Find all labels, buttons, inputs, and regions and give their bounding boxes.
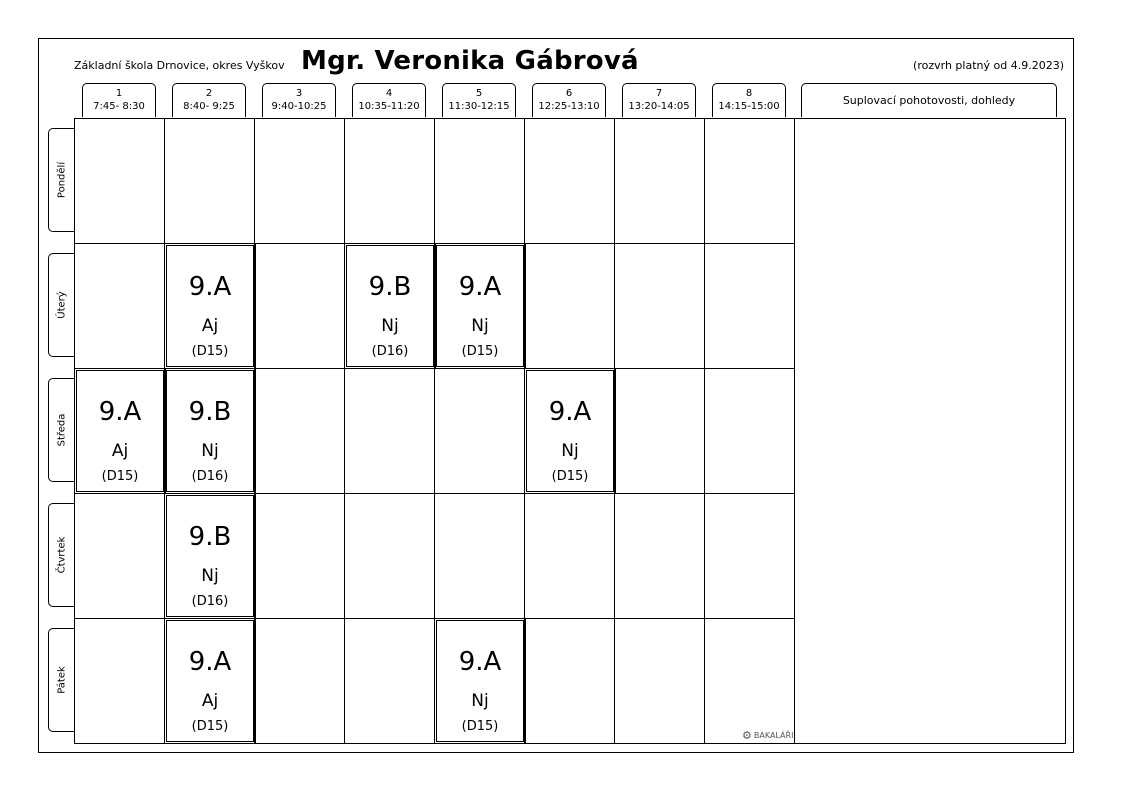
day-header xyxy=(48,378,74,482)
grid-row-line xyxy=(74,368,795,369)
lesson-room: (D15) xyxy=(191,344,229,359)
lesson-subject: Nj xyxy=(471,316,489,336)
period-header-5 xyxy=(442,83,516,117)
lesson-class: 9.A xyxy=(548,397,592,427)
lesson-subject: Aj xyxy=(201,316,219,336)
lesson-class: 9.A xyxy=(458,272,502,302)
lesson-class: 9.B xyxy=(368,272,412,302)
period-time: 13:20-14:05 xyxy=(628,101,690,112)
period-time: 14:15-15:00 xyxy=(718,101,780,112)
lesson-room: (D15) xyxy=(461,719,499,734)
validity-note: (rozvrh platný od 4.9.2023) xyxy=(913,59,1064,72)
lesson-class: 9.A xyxy=(98,397,142,427)
period-header-4 xyxy=(352,83,426,117)
teacher-name: Mgr. Veronika Gábrová xyxy=(301,46,639,76)
lesson-card[interactable] xyxy=(436,620,524,742)
period-header-3 xyxy=(262,83,336,117)
lesson-class: 9.B xyxy=(188,397,232,427)
lesson-subject: Aj xyxy=(201,691,219,711)
lesson-class: 9.A xyxy=(458,647,502,677)
lesson-subject: Nj xyxy=(471,691,489,711)
period-time: 12:25-13:10 xyxy=(538,101,600,112)
lesson-card[interactable] xyxy=(166,495,254,617)
day-header xyxy=(48,628,74,732)
period-number: 4 xyxy=(385,88,393,99)
lesson-card[interactable] xyxy=(526,370,614,492)
lesson-room: (D15) xyxy=(551,469,589,484)
day-label: Středa xyxy=(56,413,67,447)
lesson-card[interactable] xyxy=(166,370,254,492)
lesson-subject: Nj xyxy=(201,566,219,586)
period-time: 7:45- 8:30 xyxy=(93,101,145,112)
grid-column-line xyxy=(614,118,615,744)
period-header-6 xyxy=(532,83,606,117)
lesson-class: 9.B xyxy=(188,522,232,552)
grid-column-line xyxy=(434,118,435,744)
lesson-card[interactable] xyxy=(346,245,434,367)
grid-column-line xyxy=(794,118,795,744)
lesson-room: (D15) xyxy=(191,719,229,734)
period-time: 9:40-10:25 xyxy=(271,101,327,112)
lesson-room: (D16) xyxy=(371,344,409,359)
bakalari-logo xyxy=(742,729,793,742)
day-label: Pátek xyxy=(56,666,67,694)
period-number: 3 xyxy=(295,88,303,99)
lesson-class: 9.A xyxy=(188,272,232,302)
lesson-card[interactable] xyxy=(166,245,254,367)
period-header-8 xyxy=(712,83,786,117)
day-header xyxy=(48,503,74,607)
grid-column-line xyxy=(704,118,705,744)
lesson-subject: Nj xyxy=(561,441,579,461)
grid-column-line xyxy=(254,118,255,744)
lesson-room: (D16) xyxy=(191,594,229,609)
lesson-subject: Nj xyxy=(201,441,219,461)
day-label: Čtvrtek xyxy=(56,536,67,574)
lesson-subject: Aj xyxy=(111,441,129,461)
grid-column-line xyxy=(524,118,525,744)
period-number: 1 xyxy=(115,88,123,99)
day-label: Úterý xyxy=(56,291,67,319)
period-time: 10:35-11:20 xyxy=(358,101,420,112)
lesson-class: 9.A xyxy=(188,647,232,677)
grid-column-line xyxy=(164,118,165,744)
lesson-room: (D15) xyxy=(101,469,139,484)
grid-row-line xyxy=(74,243,795,244)
period-time: 8:40- 9:25 xyxy=(183,101,235,112)
period-header-2 xyxy=(172,83,246,117)
grid-row-line xyxy=(74,493,795,494)
period-number: 7 xyxy=(655,88,663,99)
lesson-subject: Nj xyxy=(381,316,399,336)
logo-text: BAKALÁŘI xyxy=(753,731,794,740)
lesson-room: (D16) xyxy=(191,469,229,484)
lesson-card[interactable] xyxy=(436,245,524,367)
extra-column-header: Suplovací pohotovosti, dohledy xyxy=(801,83,1057,117)
period-number: 5 xyxy=(475,88,483,99)
day-label: Pondělí xyxy=(56,161,67,199)
period-header-7 xyxy=(622,83,696,117)
gear-icon: ⚙ xyxy=(742,729,752,742)
grid-column-line xyxy=(344,118,345,744)
lesson-card[interactable] xyxy=(76,370,164,492)
lesson-room: (D15) xyxy=(461,344,499,359)
lesson-card[interactable] xyxy=(166,620,254,742)
day-header xyxy=(48,128,74,232)
school-name: Základní škola Drnovice, okres Vyškov xyxy=(74,59,285,72)
period-time: 11:30-12:15 xyxy=(448,101,510,112)
period-number: 6 xyxy=(565,88,573,99)
period-header-1 xyxy=(82,83,156,117)
period-number: 8 xyxy=(745,88,753,99)
period-number: 2 xyxy=(205,88,213,99)
grid-row-line xyxy=(74,618,795,619)
day-header xyxy=(48,253,74,357)
